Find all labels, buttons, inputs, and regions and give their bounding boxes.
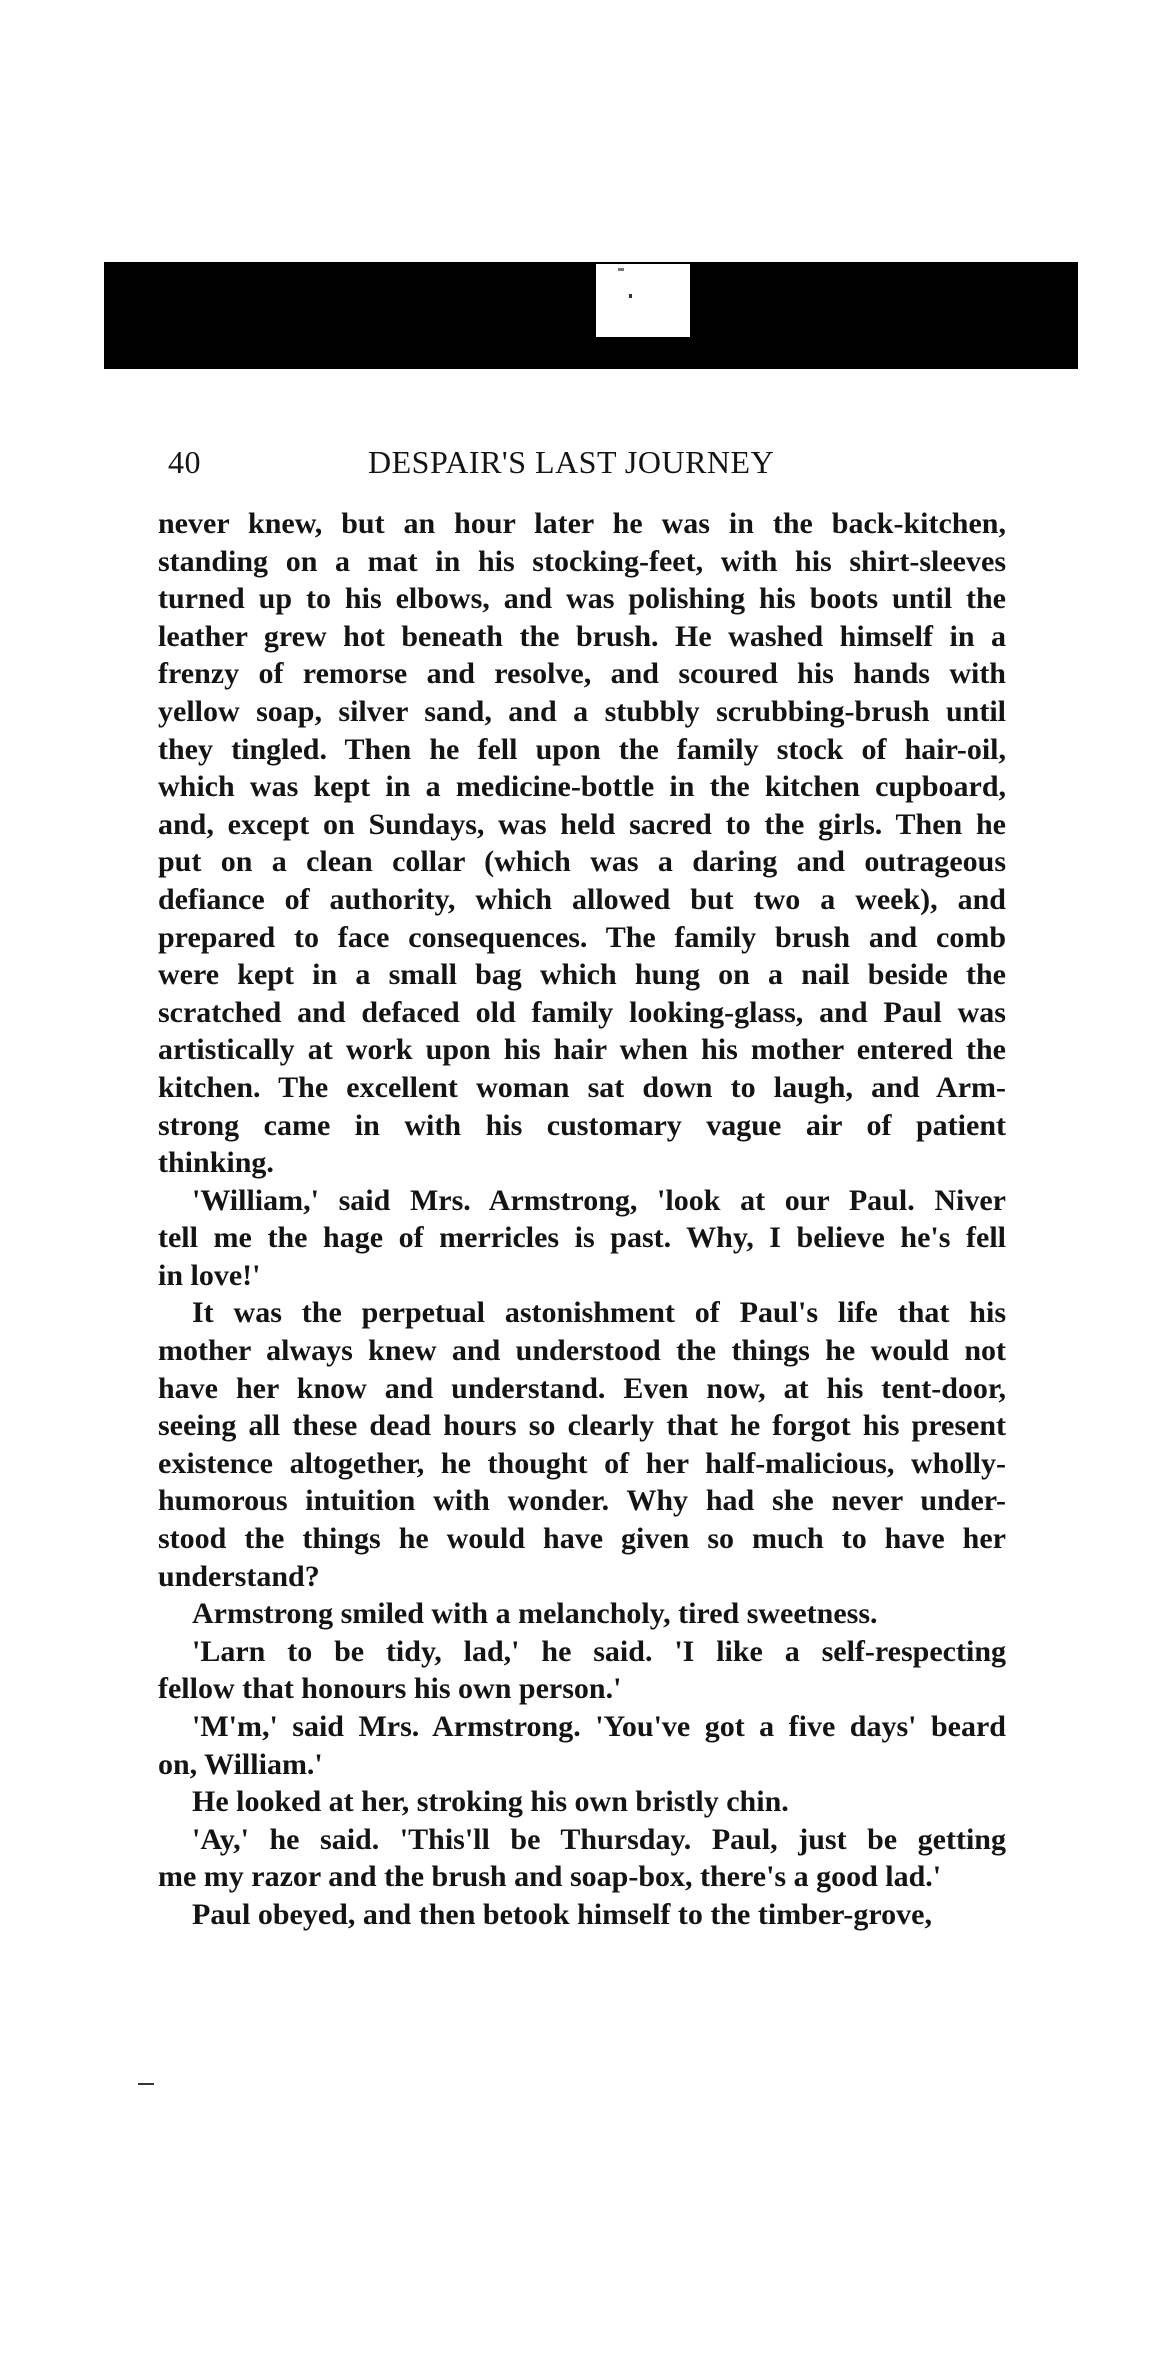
text-line: stood the things he would have given so much to have her [158, 1522, 1006, 1556]
text-line: understand? [158, 1559, 320, 1593]
paragraph [158, 1708, 1006, 1783]
text-line: 'William,' said Mrs. Armstrong, 'look at our Paul. Niver [192, 1183, 1006, 1217]
paragraph [158, 1821, 1006, 1896]
notch-dot [629, 294, 632, 298]
text-line: fellow that honours his own person.' [158, 1672, 622, 1706]
text-line: thinking. [158, 1146, 274, 1180]
paragraph [158, 1783, 1006, 1821]
paragraph [158, 1182, 1006, 1295]
text-line: they tingled. Then he fell upon the family stock of hair-oil, [158, 732, 1006, 766]
stray-mark [138, 2083, 154, 2085]
paragraph [158, 505, 1006, 1182]
text-line: strong came in with his customary vague air of patient [158, 1108, 1006, 1142]
page-number: 40 [168, 444, 201, 480]
text-line: 'M'm,' said Mrs. Armstrong. 'You've got a five days' beard [192, 1710, 1006, 1743]
paragraph [158, 1294, 1006, 1595]
scan-header-band [104, 262, 1078, 369]
text-line: prepared to face consequences. The family brush and comb [158, 920, 1006, 954]
text-line: artistically at work upon his hair when his mother entered the [158, 1033, 1006, 1067]
text-line: seeing all these dead hours so clearly that he forgot his present [158, 1409, 1006, 1443]
text-line: scratched and defaced old family looking-glass, and Paul was [158, 995, 1006, 1029]
text-line: 'Ay,' he said. 'This'll be Thursday. Paul, just be getting [192, 1822, 1006, 1856]
text-line: mother always knew and understood the things he would not [158, 1334, 1006, 1368]
text-line: put on a clean collar (which was a daring and outrageous [158, 845, 1006, 879]
text-line: me my razor and the brush and soap-box, there's a good lad.' [158, 1860, 942, 1894]
scan-notch [594, 262, 692, 339]
text-line: and, except on Sundays, was held sacred to the girls. Then he [158, 807, 1006, 841]
text-line: never knew, but an hour later he was in the back-kitchen, [158, 507, 1006, 540]
text-line: leather grew hot beneath the brush. He washed himself in a [158, 619, 1006, 653]
text-line: existence altogether, he thought of her half-malicious, wholly- [158, 1446, 1006, 1480]
page-header [168, 442, 1008, 482]
text-line: yellow soap, silver sand, and a stubbly scrubbing-brush until [158, 694, 1006, 728]
text-line: humorous intuition with wonder. Why had she never under- [158, 1484, 1006, 1518]
text-line: frenzy of remorse and resolve, and scoured his hands with [158, 657, 1006, 691]
paragraph [158, 1633, 1006, 1708]
text-line: standing on a mat in his stocking-feet, with his shirt-sleeves [158, 544, 1006, 578]
text-line: Armstrong smiled with a melancholy, tired sweetness. [192, 1597, 878, 1631]
text-line: tell me the hage of merricles is past. Why, I believe he's fell [158, 1221, 1006, 1255]
text-line: It was the perpetual astonishment of Paul's life that his [192, 1296, 1006, 1330]
text-line: on, William.' [158, 1747, 323, 1781]
text-line: in love!' [158, 1258, 261, 1292]
text-line: turned up to his elbows, and was polishing his boots until the [158, 582, 1006, 616]
text-line: He looked at her, stroking his own bristly chin. [192, 1785, 789, 1819]
paragraph [158, 1896, 1006, 1934]
text-line: 'Larn to be tidy, lad,' he said. 'I like a self-respecting [192, 1634, 1006, 1668]
text-line: were kept in a small bag which hung on a nail beside the [158, 958, 1006, 992]
running-title: DESPAIR'S LAST JOURNEY [368, 444, 775, 480]
text-line: which was kept in a medicine-bottle in the kitchen cupboard, [158, 770, 1006, 804]
notch-mark [618, 268, 624, 271]
text-line: kitchen. The excellent woman sat down to laugh, and Arm- [158, 1070, 1006, 1104]
paragraph [158, 1595, 1006, 1633]
text-line: Paul obeyed, and then betook himself to the timber-grove, [192, 1897, 932, 1931]
text-line: defiance of authority, which allowed but two a week), and [158, 882, 1006, 916]
body-text [158, 505, 1006, 1934]
text-line: have her know and understand. Even now, at his tent-door, [158, 1371, 1006, 1405]
